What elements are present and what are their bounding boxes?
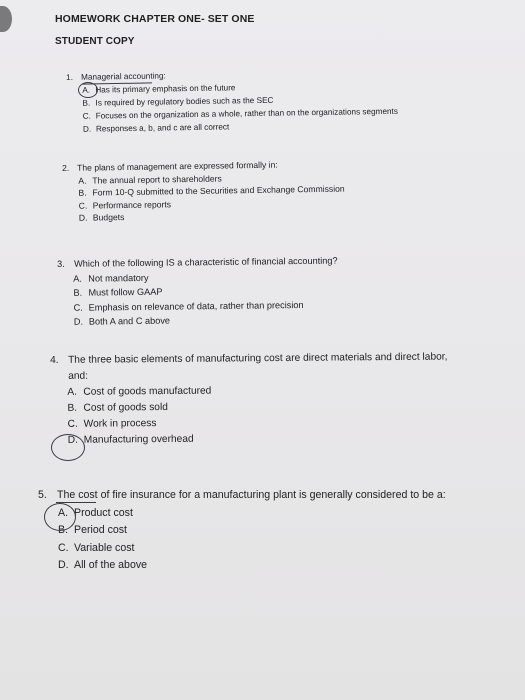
question-number: 1. (66, 72, 74, 82)
option-d: D. Both A and C above (73, 315, 171, 327)
question-number: 4. (50, 354, 59, 366)
option-c: C. Work in process (67, 418, 157, 430)
question-number: 5. (38, 489, 47, 501)
option-c: C. Variable cost (58, 541, 135, 554)
option-c: C. Performance reports (78, 198, 172, 211)
question-4 (50, 350, 448, 449)
option-a: A. Cost of goods manufactured (67, 385, 212, 398)
option-c: C. Emphasis on relevance of data, rather than precision (73, 299, 304, 313)
option-a: A. Has its primary emphasis on the future (82, 83, 236, 95)
option-d: D. Budgets (78, 212, 125, 223)
question-stem: 4. The three basic elements of manufacturing cost are direct materials and direct labor, (50, 350, 448, 369)
question-1 (66, 66, 398, 136)
page-title: HOMEWORK CHAPTER ONE- SET ONE (55, 13, 255, 25)
option-a: A. Not mandatory (73, 272, 149, 284)
option-b: B. Is required by regulatory bodies such as the SEC (82, 95, 274, 108)
question-number: 3. (57, 258, 65, 269)
option-b: B. Form 10-Q submitted to the Securities and Exchange Commission (78, 183, 345, 198)
option-d: D. All of the above (58, 559, 148, 571)
question-stem: 1. Managerial accounting: (66, 71, 166, 82)
option-a: A. Product cost (58, 506, 133, 519)
option-a: A. The annual report to shareholders (78, 172, 222, 186)
option-b: B. Period cost (58, 524, 127, 536)
question-stem-continued: and: (68, 370, 89, 382)
handwritten-underline (56, 502, 96, 503)
question-stem: 2. The plans of management are expressed formally in: (62, 159, 278, 173)
question-stem: 3. Which of the following IS a characteristic of financial accounting? (57, 254, 338, 272)
option-d: D. Responses a, b, and c are all correct (82, 122, 230, 134)
option-d: D. Manufacturing overhead (67, 433, 194, 446)
question-5 (38, 487, 446, 575)
option-b: B. Cost of goods sold (67, 401, 168, 414)
option-c: C. Focuses on the organization as a whole, rather than on the organizations segments (82, 106, 398, 121)
question-3 (57, 254, 338, 330)
question-stem: 5. The cost of fire insurance for a manufacturing plant is generally considered to be a: (38, 487, 446, 505)
option-b: B. Must follow GAAP (73, 286, 163, 298)
question-2 (62, 158, 345, 225)
page-subtitle: STUDENT COPY (55, 36, 135, 47)
page-corner-shadow (0, 6, 12, 32)
question-number: 2. (62, 162, 70, 173)
